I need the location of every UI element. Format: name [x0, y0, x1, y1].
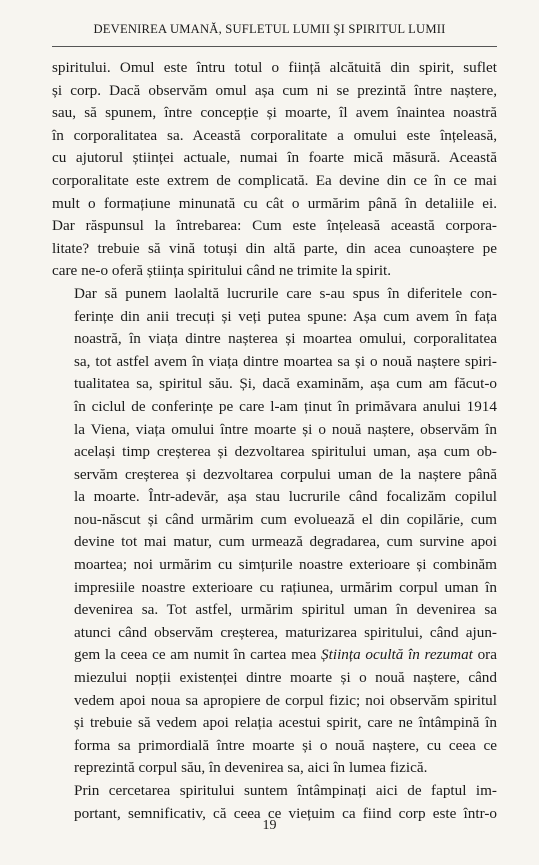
- text-line: tualitatea sa, spiritul său. Și, dacă examinăm, așa cum am făcut-o: [74, 375, 497, 393]
- text-line: în ciclul de conferințe pe care l-am ținut în primăvara anului 1914: [74, 397, 497, 415]
- text-line: corporalitate este extrem de complicată. Ea devine din ce în ce mai: [52, 171, 497, 189]
- text-line: atunci când observăm creșterea, maturizarea spiritului, când ajun-: [74, 623, 497, 641]
- text-line: și trebuie să vedem apoi relația acestui spirit, care ne întâmpină în: [74, 714, 497, 732]
- text-line: devenirea sa. Tot astfel, urmărim spiritul uman în devenirea sa: [74, 601, 497, 619]
- page-number: 19: [262, 818, 277, 833]
- text-line: la Viena, viața omului între moarte și o nouă naștere, observăm în: [74, 420, 497, 438]
- text-line: Dar să punem laolaltă lucrurile care s-au spus în diferitele con-: [74, 284, 497, 302]
- text-line: portant, semnificativ, că ceea ce viețuim ca fiind corp este într-o: [74, 804, 497, 822]
- paragraph: [52, 283, 497, 780]
- running-header: DEVENIREA UMANĂ, SUFLETUL LUMII ŞI SPIRITUL LUMII: [93, 22, 446, 36]
- text-line: ferințe din anii trecuți și veți putea spune: Așa cum avem în fața: [74, 307, 497, 325]
- text-line: moartea; noi urmărim cu simțurile noastre exterioare și combinăm: [74, 556, 497, 574]
- text-line: și corp. Dacă observăm omul așa cum ni se prezintă între naștere,: [52, 81, 497, 99]
- text-line: sau, să spunem, între concepție și moarte, îl avem înaintea noastră: [52, 104, 497, 122]
- text-line: care ne-o oferă știința spiritului când ne trimite la spirit.: [52, 262, 392, 280]
- text-line: miezului nopții existenței dintre moarte și o nouă naștere, când: [74, 669, 497, 687]
- text-line: mult o formațiune minunată cu cât o urmărim până în detaliile ei.: [52, 194, 497, 212]
- body-text: [52, 57, 497, 825]
- text-line: devine tot mai matur, cum urmează degradarea, cum survine apoi: [74, 533, 497, 551]
- text-line: cu ajutorul științei actuale, numai în foarte mică măsură. Această: [52, 149, 497, 167]
- text-line: servăm creșterea și dezvoltarea corpului uman de la naștere până: [74, 465, 497, 483]
- text-line: vedem apoi noua sa apropiere de corpul fizic; noi observăm spiritul: [74, 691, 497, 709]
- book-title-italic: Știința ocultă în rezumat: [321, 646, 473, 664]
- text-line: impresiile noastre exterioare cu rațiunea, urmărim corpul uman în: [74, 578, 497, 596]
- header-rule: [52, 46, 497, 47]
- text-line: același timp creșterea și dezvoltarea spiritului uman, așa cum ob-: [74, 443, 497, 461]
- text-line: noastră, în viața dintre nașterea și moartea omului, corporalitatea: [74, 330, 497, 348]
- text-line: Dar răspunsul la întrebarea: Cum este înțeleasă această corpora-: [52, 217, 497, 235]
- paragraph: [52, 57, 497, 283]
- text-line: spiritului. Omul este întru totul o ființă alcătuită din spirit, suflet: [52, 59, 497, 76]
- text-line: forma sa primordială între moarte și o nouă naștere, cu ceea ce: [74, 736, 497, 754]
- text-line: Prin cercetarea spiritului suntem întâmpinați aici de faptul im-: [74, 782, 497, 799]
- text-line: la moarte. Într-adevăr, așa stau lucrurile când focalizăm copilul: [74, 488, 497, 506]
- text-line: nou-născut și când urmărim cum evoluează el din copilărie, cum: [74, 510, 497, 528]
- text-line: în corporalitatea sa. Această corporalitate a omului este înțeleasă,: [52, 126, 497, 144]
- text-line: litate? trebuie să vină totuși din altă parte, din acea cunoaștere pe: [52, 239, 497, 257]
- text-line: gem la ceea ce am numit în cartea mea Știința ocultă în rezumat ora: [74, 646, 497, 664]
- text-line: reprezintă corpul său, în devenirea sa, aici în lumea fizică.: [74, 759, 428, 777]
- text-line: sa, tot astfel avem în viața dintre moartea sa și o nouă naștere spiri-: [74, 352, 497, 370]
